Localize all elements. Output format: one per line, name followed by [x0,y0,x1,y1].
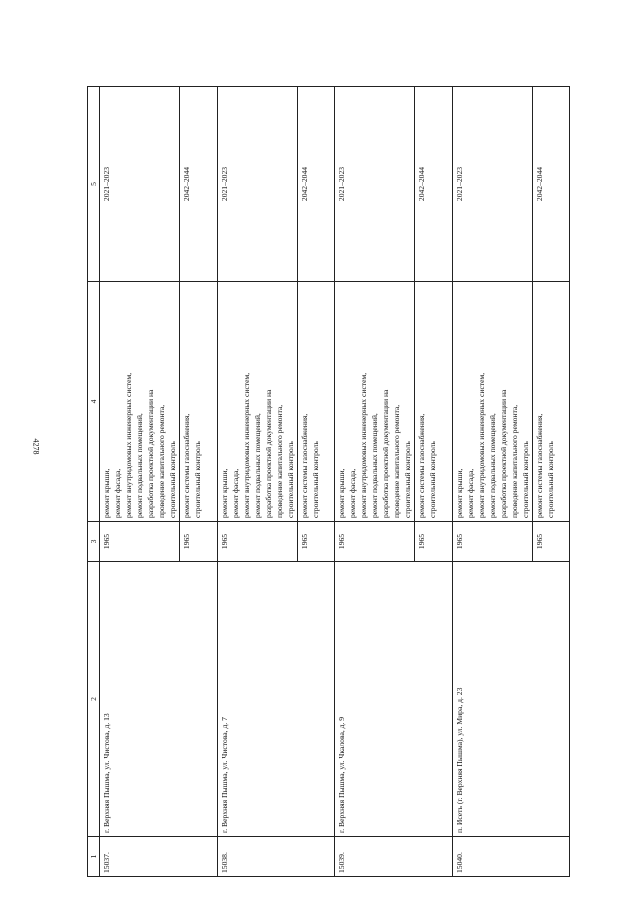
row-number: 15038. [217,837,335,877]
column-header: 5 [88,87,100,282]
table-row [452,87,532,877]
work-item: проведение капитального ремонта, [509,404,519,518]
works-cell [335,282,415,522]
column-header: 4 [88,282,100,522]
address-cell: г. Верхняя Пышма, ул. Чистова, д. 7 [217,562,335,837]
work-item: ремонт внутридомовых инженерных систем, [241,372,251,518]
work-item: разработка проектной документации на [263,389,273,518]
work-item: ремонт фасада, [113,468,122,518]
period-cell: 2021–2023 [335,87,415,282]
work-item: ремонт системы газоснабжения, [417,413,426,518]
work-item: ремонт системы газоснабжения, [182,413,191,518]
year-cell: 1965 [100,522,180,562]
row-number: 15037. [100,837,218,877]
period-cell: 2042–2044 [415,87,453,282]
table-row [100,87,180,877]
row-number: 15039. [335,837,453,877]
year-cell: 1965 [217,522,297,562]
column-header: 3 [88,522,100,562]
period-cell: 2042–2044 [180,87,218,282]
row-number: 15040. [452,837,570,877]
repair-schedule-table [87,86,570,877]
work-item: строительный контроль [193,441,202,518]
works-cell [297,282,335,522]
table-row [335,87,415,877]
period-cell: 2042–2044 [532,87,570,282]
year-cell: 1965 [452,522,532,562]
work-item: ремонт фасада, [465,468,475,518]
period-cell: 2021–2023 [100,87,180,282]
work-item: проведение капитального ремонта, [274,404,284,518]
column-header: 2 [88,562,100,837]
table-body [100,87,570,877]
work-item: строительный контроль [168,441,177,518]
address-cell: п. Исеть (г. Верхняя Пышма), ул. Мира, д. 23 [452,562,570,837]
works-cell [415,282,453,522]
work-item: ремонт системы газоснабжения, [534,413,544,518]
work-item: строительный контроль [403,441,412,518]
works-cell [180,282,218,522]
work-item: ремонт подвальных помещений, [370,413,379,518]
year-cell: 1965 [415,522,453,562]
work-item: строительный контроль [285,441,295,518]
work-item: разработка проектной документации на [381,389,390,518]
period-cell: 2021–2023 [452,87,532,282]
work-item: ремонт системы газоснабжения, [299,413,309,518]
header-row [88,87,100,877]
work-item: ремонт фасада, [348,468,357,518]
work-item: ремонт внутридомовых инженерных систем, [124,372,133,518]
work-item: ремонт подвальных помещений, [487,413,497,518]
work-item: ремонт крыши, [102,468,111,518]
works-cell [217,282,297,522]
work-item: ремонт подвальных помещений, [135,413,144,518]
address-cell: г. Верхняя Пышма, ул. Чкалова, д. 9 [335,562,453,837]
year-cell: 1965 [532,522,570,562]
work-item: строительный контроль [310,441,320,518]
work-item: ремонт внутридомовых инженерных систем, [359,372,368,518]
work-item: ремонт фасада, [230,468,240,518]
page-number: 4278 [31,438,41,455]
period-cell: 2021–2023 [217,87,297,282]
address-cell: г. Верхняя Пышма, ул. Чистова, д. 13 [100,562,218,837]
work-item: ремонт крыши, [454,468,464,518]
year-cell: 1965 [335,522,415,562]
work-item: ремонт подвальных помещений, [252,413,262,518]
work-item: ремонт внутридомовых инженерных систем, [476,372,486,518]
works-cell [100,282,180,522]
work-item: ремонт крыши, [219,468,229,518]
work-item: строительный контроль [520,441,530,518]
works-cell [452,282,532,522]
work-item: разработка проектной документации на [146,389,155,518]
work-item: разработка проектной документации на [498,389,508,518]
column-header: 1 [88,837,100,877]
year-cell: 1965 [180,522,218,562]
period-cell: 2042–2044 [297,87,335,282]
work-item: проведение капитального ремонта, [157,404,166,518]
rotated-table-wrapper [87,87,557,877]
work-item: строительный контроль [545,441,555,518]
table-row [217,87,297,877]
works-cell [532,282,570,522]
work-item: проведение капитального ремонта, [392,404,401,518]
work-item: ремонт крыши, [337,468,346,518]
work-item: строительный контроль [428,441,437,518]
year-cell: 1965 [297,522,335,562]
